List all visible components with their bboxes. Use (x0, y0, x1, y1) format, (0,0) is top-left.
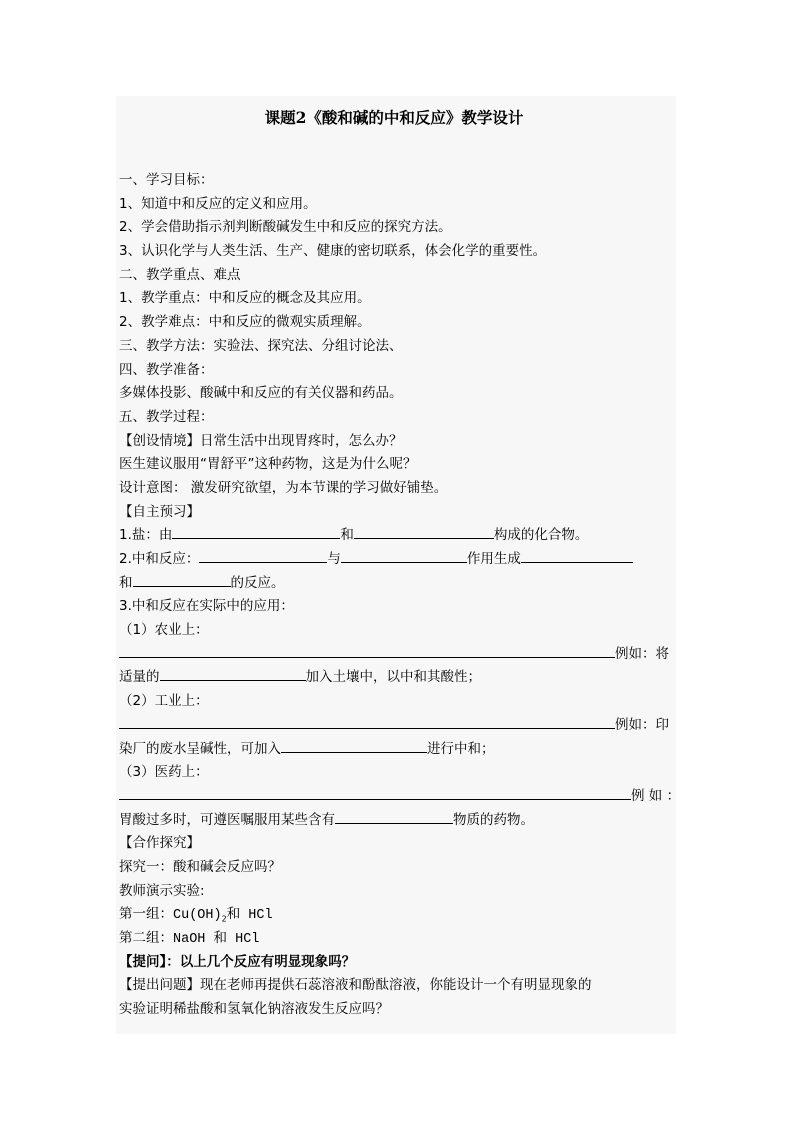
key-point-2: 2、教学难点：中和反应的微观实质理解。 (119, 314, 371, 331)
experiment-group-2: 第二组：NaOH 和 HCl (119, 930, 260, 947)
scenario-line: 【创设情境】日常生活中出现胃疼时，怎么办？ (119, 432, 403, 449)
document-title: 课题2《酸和碱的中和反应》教学设计 (264, 108, 524, 127)
fill-blank[interactable] (119, 785, 631, 800)
section-heading: 五、教学过程： (119, 408, 214, 425)
fill-blank[interactable] (335, 809, 453, 824)
cooperation-heading: 【合作探究】 (119, 835, 200, 852)
problem-line-cont: 实验证明稀盐酸和氢氧化钠溶液发生反应吗？ (119, 1001, 389, 1018)
preview-item-2-cont: 和 的反应。 (119, 572, 689, 596)
problem-line: 【提出问题】现在老师再提供石蕊溶液和酚酞溶液，你能设计一个有明显现象的 (119, 977, 592, 994)
preview-item-1: 1.盐：由 和 构成的化合物。 (119, 524, 689, 548)
application-agriculture: （1）农业上： (119, 622, 209, 639)
preparation-text: 多媒体投影、酸碱中和反应的有关仪器和药品。 (119, 385, 403, 402)
fill-blank[interactable] (341, 548, 467, 563)
application-agriculture-blank: 例如：将 (119, 643, 689, 667)
key-point-1: 1、教学重点：中和反应的概念及其应用。 (119, 290, 371, 307)
application-industry-cont: 染厂的废水呈碱性，可加入 进行中和； (119, 738, 689, 762)
goal-2: 2、学会借助指示剂判断酸碱发生中和反应的探究方法。 (119, 219, 452, 236)
section-heading: 三、教学方法：实验法、探究法、分组讨论法、 (119, 337, 403, 354)
fill-blank[interactable] (172, 524, 340, 539)
preview-item-3: 3.中和反应在实际中的应用： (119, 598, 294, 615)
experiment-group-1: 第一组：$Cu(OH)_2$和 HCl (119, 906, 273, 924)
preview-heading: 【自主预习】 (119, 503, 200, 520)
goal-1: 1、知道中和反应的定义和应用。 (119, 195, 317, 212)
inquiry-question: 探究一：酸和碱会反应吗？ (119, 858, 281, 875)
application-industry: （2）工业上： (119, 693, 209, 710)
goal-3: 3、认识化学与人类生活、生产、健康的密切联系，体会化学的重要性。 (119, 243, 547, 260)
design-intent: 设计意图： 激发研究欲望，为本节课的学习做好铺垫。 (119, 479, 448, 496)
application-agriculture-cont: 适量的 加入土壤中，以中和其酸性； (119, 666, 689, 690)
question-line: 【提问】：以上几个反应有明显现象吗？ (119, 953, 356, 970)
section-heading: 一、学习目标： (119, 172, 214, 188)
teacher-demo: 教师演示实验: (119, 882, 205, 899)
fill-blank[interactable] (521, 548, 633, 563)
section-heading: 四、教学准备： (119, 361, 214, 378)
section-heading: 二、教学重点、难点 (119, 266, 241, 283)
fill-blank[interactable] (133, 572, 231, 587)
fill-blank[interactable] (281, 738, 427, 753)
scenario-line: 医生建议服用“胃舒平”这种药物，这是为什么呢？ (119, 456, 417, 473)
application-industry-blank: 例如：印 (119, 714, 689, 738)
preview-item-2: 2.中和反应： 与 作用生成 (119, 548, 689, 572)
fill-blank[interactable] (160, 666, 306, 681)
fill-blank[interactable] (119, 643, 615, 658)
document-content (119, 106, 689, 1022)
fill-blank[interactable] (354, 524, 494, 539)
application-medicine: （3）医药上： (119, 764, 209, 781)
application-medicine-blank: 例 如 ： (119, 785, 689, 809)
application-medicine-cont: 胃酸过多时，可遵医嘱服用某些含有 物质的药物。 (119, 809, 689, 833)
fill-blank[interactable] (119, 714, 615, 729)
fill-blank[interactable] (199, 548, 327, 563)
